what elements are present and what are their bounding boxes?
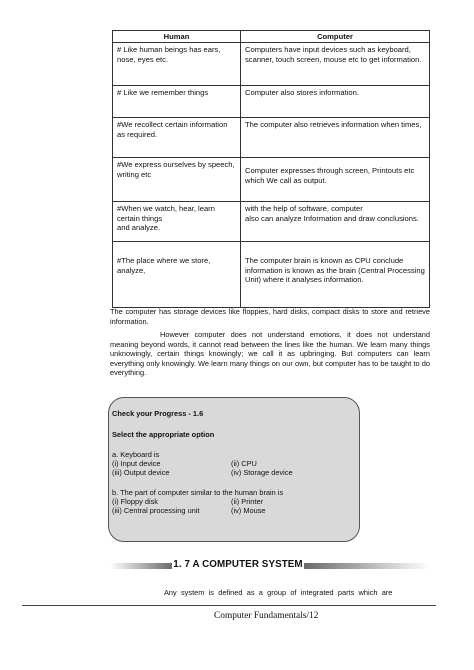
cell-computer: The computer brain is known as CPU conclude information is known as the brain (Central Processing Unit) where it analyses information. <box>241 242 430 308</box>
cell-computer: Computer also stores information. <box>241 86 430 118</box>
section-bar-left <box>110 563 172 569</box>
table-row <box>113 86 430 118</box>
emotions-paragraph: However computer does not understand emotions, it does not understand meaning beyond words, it cannot read between the lines like the human. We learn many things unknowingly, certain things knowingly; we call it as upbringing. But computers can learn everything only knowingly. We learn many things on our own, but computer has to be taught to do everything. <box>110 330 430 378</box>
section-title: 1. 7 A COMPUTER SYSTEM <box>173 559 303 570</box>
option-a-iii: (iii) Output device <box>112 468 170 477</box>
cell-computer: with the help of software, computer also can analyze Information and draw conclusions. <box>241 202 430 242</box>
table-row <box>113 202 430 242</box>
cell-human: # Like we remember things <box>113 86 241 118</box>
progress-instruction: Select the appropriate option <box>112 430 215 439</box>
check-progress-box <box>108 397 360 542</box>
option-b-iv: (iv) Mouse <box>231 506 266 515</box>
section-intro: Any system is defined as a group of integrated parts which are <box>164 588 393 597</box>
page-footer: Computer Fundamentals/12 <box>214 611 319 621</box>
question-a: a. Keyboard is <box>112 450 160 459</box>
section-bar-right <box>304 563 430 569</box>
question-b: b. The part of computer similar to the human brain is <box>112 488 284 497</box>
column-header-human: Human <box>113 31 241 43</box>
table-row <box>113 43 430 86</box>
table-row <box>113 242 430 308</box>
table-row <box>113 158 430 202</box>
option-a-iv: (iv) Storage device <box>231 468 293 477</box>
option-a-i: (i) Input device <box>112 459 161 468</box>
cell-human: #We express ourselves by speech, writing etc <box>113 158 241 202</box>
option-a-ii: (ii) CPU <box>231 459 257 468</box>
option-b-i: (i) Floppy disk <box>112 497 158 506</box>
cell-human: #We recollect certain information as required. <box>113 118 241 158</box>
option-b-ii: (ii) Printer <box>231 497 264 506</box>
progress-title: Check your Progress - 1.6 <box>112 409 204 418</box>
cell-computer: Computers have input devices such as keyboard, scanner, touch screen, mouse etc to get information. <box>241 43 430 86</box>
column-header-computer: Computer <box>241 31 430 43</box>
cell-computer: The computer also retrieves information when times, <box>241 118 430 158</box>
comparison-table <box>112 30 430 308</box>
cell-human: # Like human beings has ears, nose, eyes etc. <box>113 43 241 86</box>
table-row <box>113 118 430 158</box>
cell-computer: Computer expresses through screen, Printouts etc which We call as output. <box>241 158 430 202</box>
cell-human: #When we watch, hear, learn certain things and analyze. <box>113 202 241 242</box>
storage-paragraph: The computer has storage devices like floppies, hard disks, compact disks to store and retrieve information. <box>110 307 430 326</box>
footer-rule <box>22 605 436 606</box>
cell-human: #The place where we store, analyze, <box>113 242 241 308</box>
option-b-iii: (iii) Central processing unit <box>112 506 200 515</box>
